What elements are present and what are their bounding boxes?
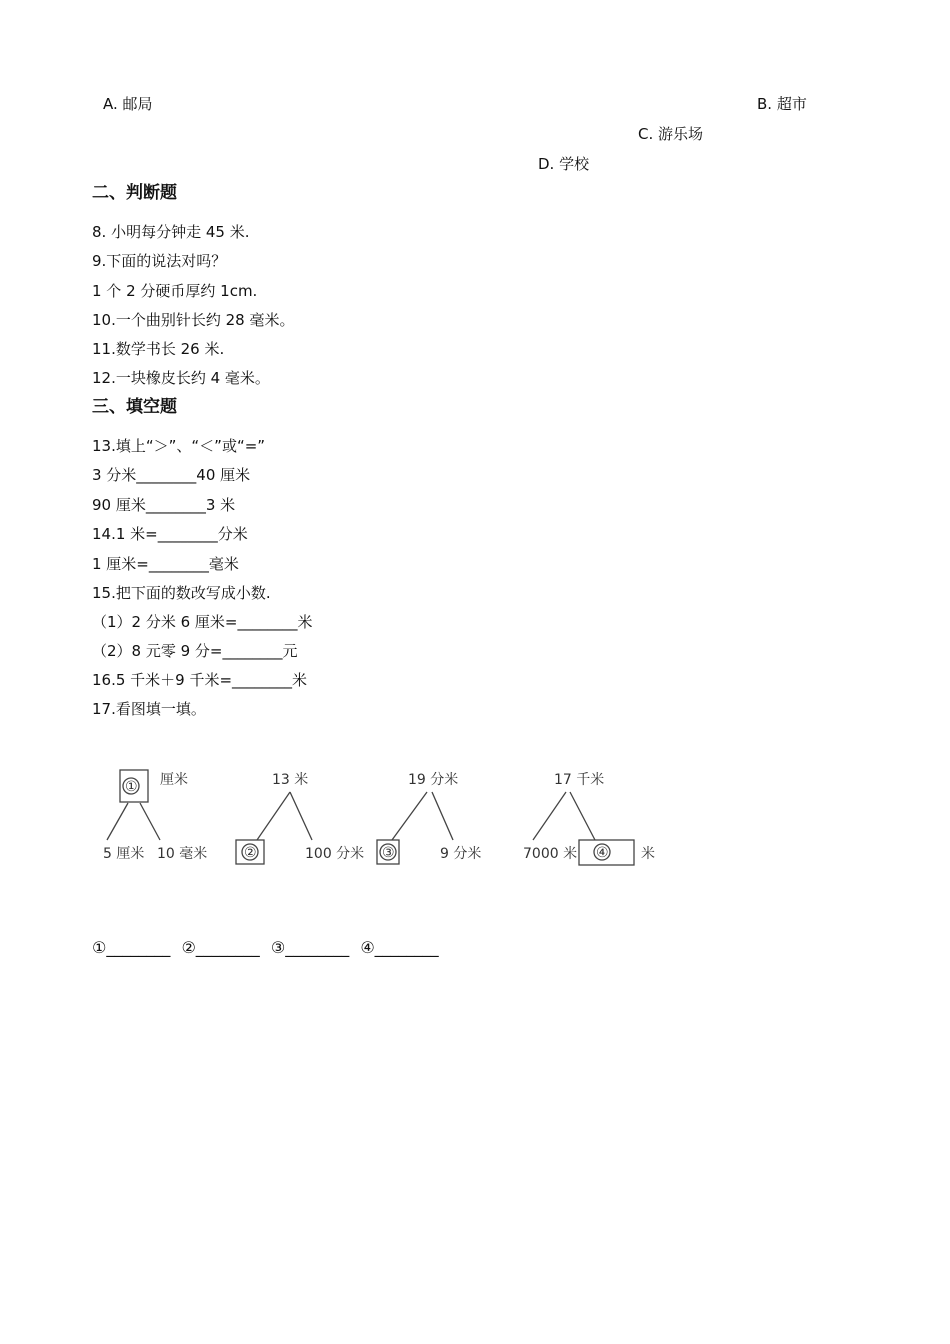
question-line: （2）8 元零 9 分=________元 [92,642,298,660]
branch-line [432,792,453,840]
mark-1-label: ① [125,779,138,795]
section-fill-title: 三、填空题 [92,397,177,417]
d3-right: 9 分米 [440,846,482,862]
question-line: 16.5 千米＋9 千米=________米 [92,671,308,689]
mark-4-label: ④ [596,845,609,861]
branch-line [290,792,312,840]
branch-line [257,792,290,840]
choice-a: A. 邮局 [103,95,153,113]
choice-d: D. 学校 [538,155,590,173]
mark-3-label: ③ [382,845,395,861]
d4-unit: 米 [641,846,655,862]
choice-c: C. 游乐场 [638,125,704,143]
question-line: 90 厘米________3 米 [92,496,236,514]
answer-blank-3[interactable]: ③________ [270,938,350,957]
d4-left: 7000 米 [523,846,578,862]
circle-mark-2 [242,844,258,860]
d1-top-unit: 厘米 [160,772,188,788]
question-line: 14.1 米=________分米 [92,525,248,543]
branch-line [570,792,595,840]
question-line: 15.把下面的数改写成小数. [92,584,271,602]
blank-box-3 [377,840,399,864]
choice-b: B. 超市 [757,95,807,113]
answer-blank-4[interactable]: ④________ [360,938,439,957]
answer-blank-1[interactable]: ①________ [92,938,171,957]
answer-blank-2[interactable]: ②________ [181,938,260,957]
question-line: 9.下面的说法对吗？ [92,252,227,270]
blank-box-2 [236,840,264,864]
branch-line [392,792,427,840]
question-line: 11.数学书长 26 米. [92,340,225,358]
d1-left: 5 厘米 [103,846,145,862]
question-line: 8. 小明每分钟走 45 米. [92,223,250,241]
blank-box-1 [120,770,148,802]
question-line: 3 分米________40 厘米 [92,466,251,484]
branch-line [107,803,128,840]
question-line: 10.一个曲别针长约 28 毫米。 [92,311,295,329]
circle-mark-3 [380,844,396,860]
d3-top: 19 分米 [408,772,459,788]
circle-mark-4 [594,844,610,860]
mark-2-label: ② [244,845,257,861]
d2-right: 100 分米 [305,846,365,862]
question-line: 1 个 2 分硬币厚约 1cm. [92,282,258,300]
d2-top: 13 米 [272,772,309,788]
question-line: （1）2 分米 6 厘米=________米 [92,613,313,631]
question-line: 12.一块橡皮长约 4 毫米。 [92,369,270,387]
question-line: 1 厘米=________毫米 [92,555,239,573]
d1-right: 10 毫米 [157,846,208,862]
d4-top: 17 千米 [554,772,605,788]
branch-line [140,803,160,840]
branch-line [533,792,566,840]
question-line: 17.看图填一填。 [92,700,206,718]
circle-mark-1 [123,778,139,794]
section-judgement-title: 二、判断题 [92,183,177,203]
answer-row [92,938,445,957]
question-line: 13.填上“＞”、“＜”或“=” [92,437,266,455]
blank-box-4 [579,840,634,865]
